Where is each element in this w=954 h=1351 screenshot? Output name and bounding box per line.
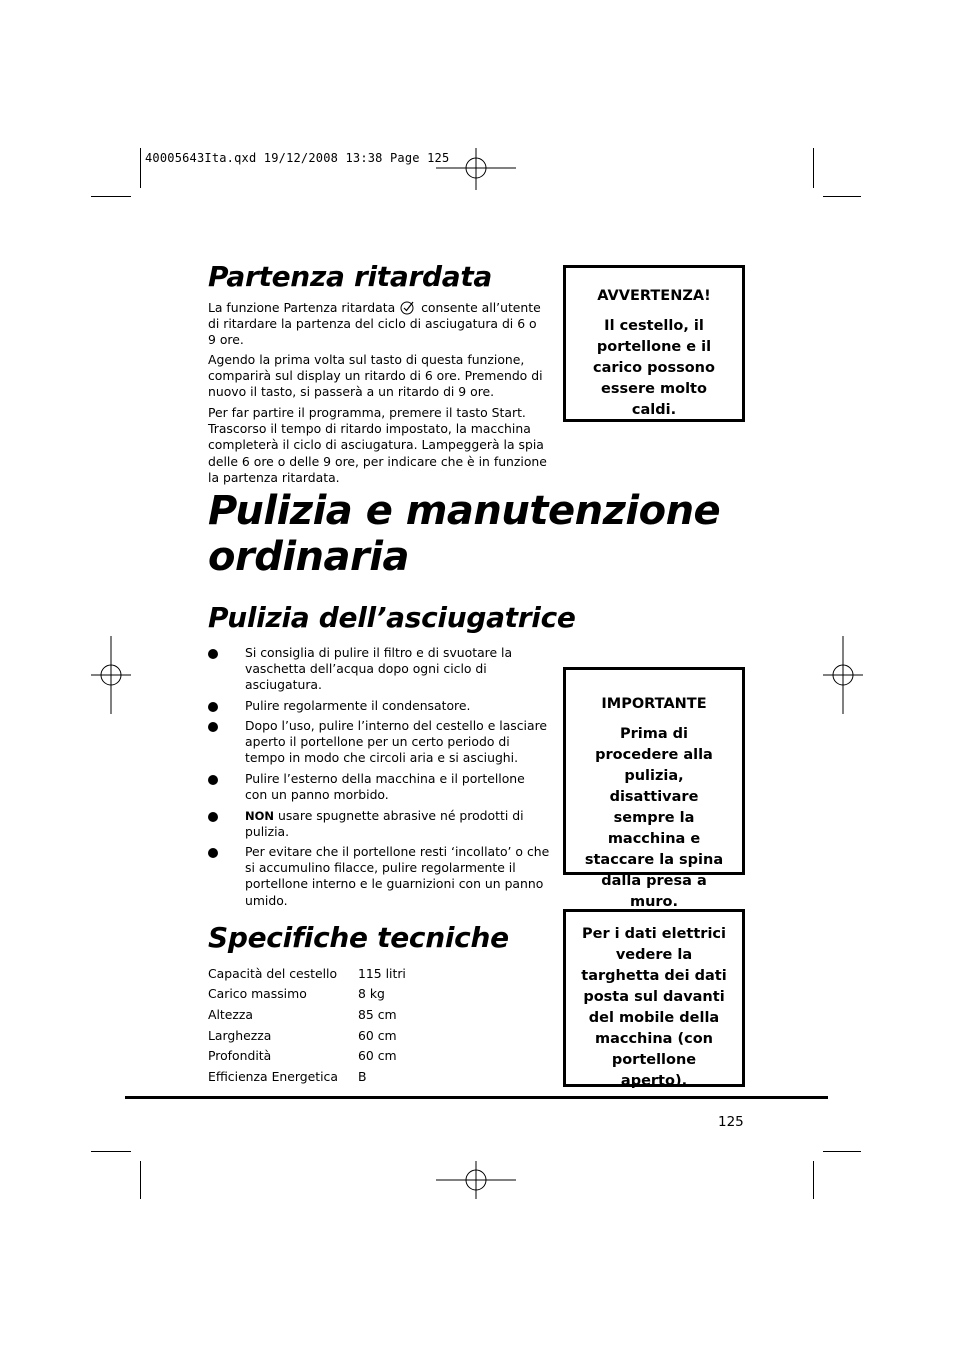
- warning-text: Il cestello, il portellone e il carico possono essere molto caldi.: [593, 318, 715, 418]
- partenza-p1-start: La funzione Partenza ritardata: [208, 300, 400, 315]
- crop-mark: [823, 196, 861, 197]
- section-title-specifiche: Specifiche tecniche: [208, 921, 509, 954]
- bullet-icon: [208, 848, 218, 858]
- crop-mark: [140, 1161, 141, 1199]
- registration-mark-icon: [91, 636, 131, 714]
- section-title-partenza: Partenza ritardata: [208, 260, 492, 293]
- list-item-rest: usare spugnette abrasive né prodotti di pulizia.: [245, 808, 524, 840]
- important-text: Prima di procedere alla pulizia, disattivare sempre la macchina e staccare la spina dalla presa a muro.: [584, 726, 724, 910]
- spec-value: 60 cm: [358, 1048, 397, 1063]
- bullet-icon: [208, 722, 218, 732]
- partenza-paragraph-1: [208, 300, 548, 349]
- spec-value: 85 cm: [358, 1007, 397, 1022]
- crop-mark: [91, 196, 131, 197]
- electric-info-box: [563, 909, 745, 1087]
- crop-mark: [823, 1151, 861, 1152]
- bullet-icon: [208, 702, 218, 712]
- spec-value: 8 kg: [358, 986, 385, 1001]
- bullet-icon: [208, 775, 218, 785]
- spec-value: B: [358, 1069, 367, 1084]
- partenza-paragraph-3: Per far partire il programma, premere il tasto Start. Trascorso il tempo di ritardo impostato, la macchina completerà il ciclo di asciugatura. Lampeggerà la spia delle 6 ore o delle 9 ore, per indicare che è in funzione la partenza ritardata.: [208, 405, 547, 485]
- spec-label: Carico massimo: [208, 986, 307, 1001]
- crop-mark: [140, 148, 141, 188]
- spec-value: 115 litri: [358, 966, 406, 981]
- registration-mark-icon: [823, 636, 863, 714]
- spec-label: Altezza: [208, 1007, 254, 1022]
- crop-mark: [813, 1161, 814, 1199]
- bullet-icon: [208, 649, 218, 659]
- electric-info-text: Per i dati elettrici vedere la targhetta dei dati posta sul davanti del mobile della macchina (con portellone aperto).: [581, 926, 727, 1089]
- important-box: [563, 667, 745, 910]
- registration-mark-icon: [436, 1161, 516, 1199]
- crop-mark: [813, 148, 814, 188]
- spec-label: Efficienza Energetica: [208, 1069, 338, 1084]
- section-title-pulizia: Pulizia dell’asciugatrice: [208, 601, 576, 634]
- partenza-p1-end: consente all’utente di ritardare la partenza del ciclo di asciugatura di 6 o 9 ore.: [208, 300, 541, 348]
- important-title: IMPORTANTE: [601, 696, 707, 712]
- list-item-text: Pulire l’esterno della macchina e il portellone con un panno morbido.: [245, 771, 525, 803]
- spec-label: Capacità del cestello: [208, 966, 338, 981]
- partenza-paragraph-2: Agendo la prima volta sul tasto di questa funzione, comparirà sul display un ritardo di 6 ore. Premendo di nuovo il tasto, si passerà a un ritardo di 9 ore.: [208, 352, 543, 400]
- list-item-text: Si consiglia di pulire il filtro e di svuotare la vaschetta dell’acqua dopo ogni ciclo di asciugatura.: [245, 645, 513, 693]
- file-slug: 40005643Ita.qxd 19/12/2008 13:38 Page 125: [145, 151, 450, 165]
- list-item-text: [245, 808, 550, 840]
- clock-check-icon: [399, 300, 417, 315]
- page-title: Pulizia e manutenzione ordinaria: [208, 488, 721, 580]
- bullet-icon: [208, 812, 218, 822]
- list-item-text: Per evitare che il portellone resti ‘incollato’ o che si accumulino filacce, pulire regolarmente il portellone interno e le guarnizioni con un panno umido.: [245, 844, 550, 908]
- footer-rule: [125, 1096, 828, 1099]
- crop-mark: [91, 1151, 131, 1152]
- list-item-emphasis: NON: [245, 809, 275, 823]
- list-item-text: Pulire regolarmente il condensatore.: [245, 698, 471, 713]
- warning-box: [563, 265, 745, 422]
- list-item-text: Dopo l’uso, pulire l’interno del cestello e lasciare aperto il portellone per un certo periodo di tempo in modo che circoli aria e si asciughi.: [245, 718, 548, 766]
- page-number: 125: [718, 1114, 744, 1130]
- warning-title: AVVERTENZA!: [597, 288, 711, 304]
- spec-value: 60 cm: [358, 1028, 397, 1043]
- spec-label: Larghezza: [208, 1028, 272, 1043]
- registration-mark-icon: [436, 148, 516, 190]
- spec-label: Profondità: [208, 1048, 272, 1063]
